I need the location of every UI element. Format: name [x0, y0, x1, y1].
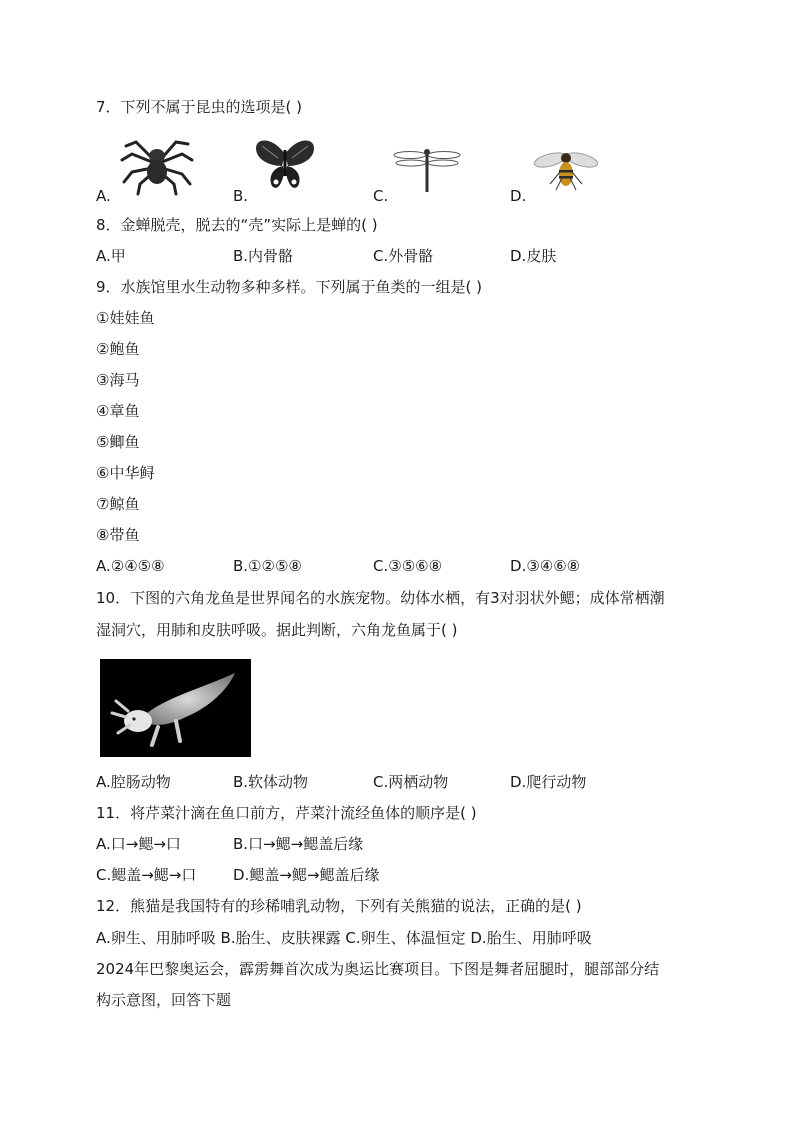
fly-image [530, 144, 602, 194]
q11-stem: 11．将芹菜汁滴在鱼口前方，芹菜汁流经鱼体的顺序是( ) [96, 804, 477, 822]
q7-option-a: A. [96, 187, 111, 205]
q11-option-a: A.口→鳃→口 [96, 835, 181, 853]
q9-item: ⑧带鱼 [96, 526, 140, 544]
q12-stem: 12．熊猫是我国特有的珍稀哺乳动物，下列有关熊猫的说法，正确的是( ) [96, 897, 582, 915]
intro-line2: 构示意图，回答下题 [96, 991, 232, 1009]
q10-option-d: D.爬行动物 [510, 773, 587, 791]
q10-option-b: B.软体动物 [233, 773, 309, 791]
q9-option-c: C.③⑤⑥⑧ [373, 557, 443, 575]
spider-image [118, 132, 196, 196]
q10-stem-line1: 10．下图的六角龙鱼是世界闻名的水族宠物。幼体水栖，有3对羽状外鳃；成体常栖潮 [96, 589, 665, 607]
q9-item: ②鲍鱼 [96, 340, 140, 358]
q9-item: ⑦鲸鱼 [96, 495, 140, 513]
q11-option-c: C.鳃盖→鳃→口 [96, 866, 197, 884]
q11-option-d: D.鳃盖→鳃→鳃盖后缘 [233, 866, 380, 884]
dragonfly-image [392, 148, 462, 194]
q8-option-a: A.甲 [96, 247, 126, 265]
q8-option-d: D.皮肤 [510, 247, 557, 265]
intro-line1: 2024年巴黎奥运会，霹雳舞首次成为奥运比赛项目。下图是舞者屈腿时，腿部部分结 [96, 960, 660, 978]
q9-item: ③海马 [96, 371, 140, 389]
butterfly-image [252, 134, 318, 194]
q8-option-b: B.内骨骼 [233, 247, 294, 265]
q7-option-b: B. [233, 187, 249, 205]
q9-option-d: D.③④⑥⑧ [510, 557, 581, 575]
q10-option-c: C.两栖动物 [373, 773, 449, 791]
q7-option-d: D. [510, 187, 527, 205]
q9-item: ⑥中华鲟 [96, 464, 155, 482]
q9-option-a: A.②④⑤⑧ [96, 557, 165, 575]
q9-option-b: B.①②⑤⑧ [233, 557, 302, 575]
q8-option-c: C.外骨骼 [373, 247, 434, 265]
q7-stem: 7．下列不属于昆虫的选项是( ) [96, 98, 303, 116]
q7-option-c: C. [373, 187, 389, 205]
q10-stem-line2: 湿洞穴，用肺和皮肤呼吸。据此判断，六角龙鱼属于( ) [96, 621, 458, 639]
q8-stem: 8．金蝉脱壳，脱去的“壳”实际上是蝉的( ) [96, 216, 378, 234]
q9-item: ⑤鲫鱼 [96, 433, 140, 451]
q11-option-b: B.口→鳃→鳃盖后缘 [233, 835, 364, 853]
axolotl-image [100, 659, 251, 757]
q9-item: ④章鱼 [96, 402, 140, 420]
q9-item: ①娃娃鱼 [96, 309, 155, 327]
q10-option-a: A.腔肠动物 [96, 773, 171, 791]
q12-options: A.卵生、用肺呼吸 B.胎生、皮肤裸露 C.卵生、体温恒定 D.胎生、用肺呼吸 [96, 929, 592, 947]
q9-stem: 9．水族馆里水生动物多种多样。下列属于鱼类的一组是( ) [96, 278, 483, 296]
